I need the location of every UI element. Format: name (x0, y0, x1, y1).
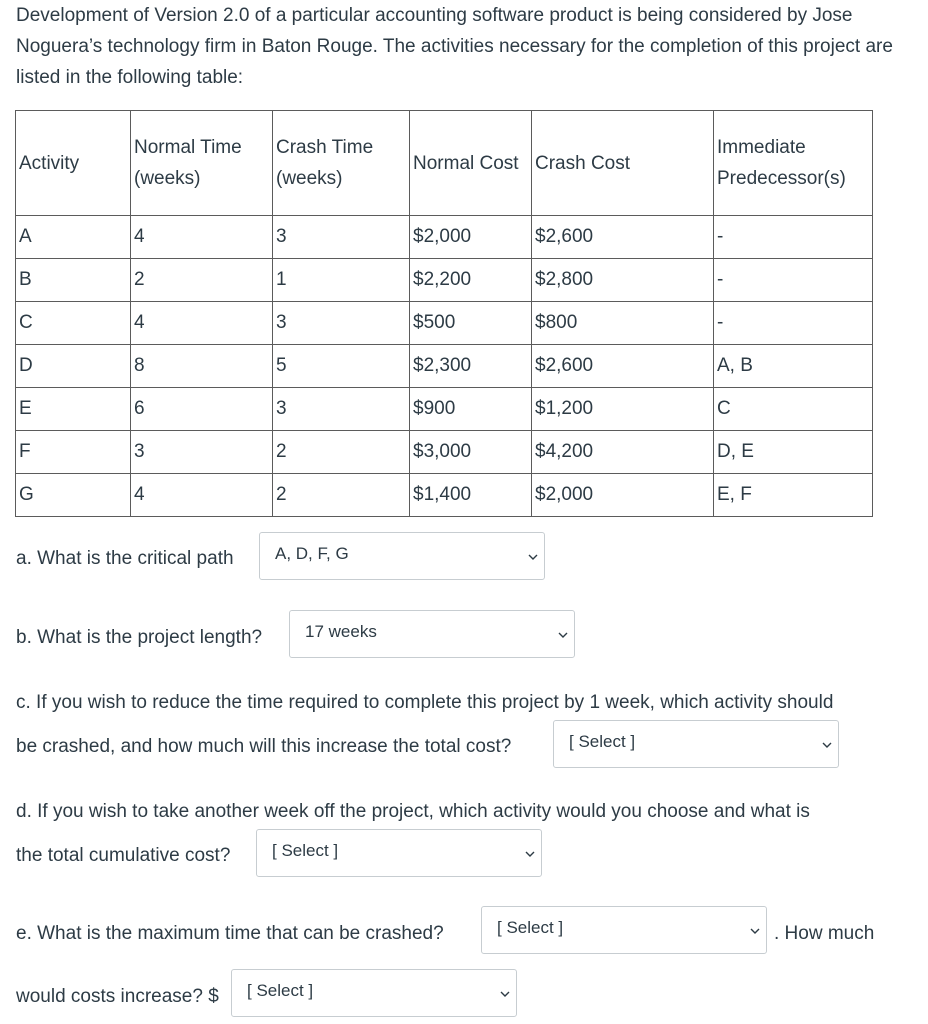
cell-crash-time: 2 (273, 431, 410, 474)
cell-normal-time: 4 (131, 474, 273, 517)
question-a-text: a. What is the critical path (16, 548, 234, 569)
cell-activity: E (16, 388, 131, 431)
table-row (16, 259, 873, 302)
question-e-text: e. What is the maximum time that can be crashed? (16, 923, 444, 944)
cell-normal-cost: $2,200 (410, 259, 532, 302)
cell-predecessors: - (714, 259, 873, 302)
cell-crash-cost: $1,200 (532, 388, 714, 431)
cell-normal-time: 3 (131, 431, 273, 474)
header-normal-time: Normal Time (weeks) (131, 111, 273, 216)
cell-normal-cost: $900 (410, 388, 532, 431)
header-predecessors: Immediate Predecessor(s) (714, 111, 873, 216)
header-crash-time: Crash Time (weeks) (273, 111, 410, 216)
cell-activity: A (16, 216, 131, 259)
cell-crash-cost: $4,200 (532, 431, 714, 474)
cell-crash-cost: $2,600 (532, 216, 714, 259)
table-row (16, 474, 873, 517)
header-normal-cost: Normal Cost (410, 111, 532, 216)
cell-normal-time: 4 (131, 216, 273, 259)
table-row (16, 216, 873, 259)
table-row (16, 302, 873, 345)
chevron-down-icon (500, 989, 510, 999)
max-crash-time-select[interactable] (481, 906, 767, 954)
cell-crash-cost: $2,600 (532, 345, 714, 388)
cell-predecessors: - (714, 216, 873, 259)
cell-normal-time: 8 (131, 345, 273, 388)
cell-crash-time: 3 (273, 216, 410, 259)
header-crash-cost: Crash Cost (532, 111, 714, 216)
selected-value: [ Select ] (569, 732, 636, 751)
question-d-text-line1: d. If you wish to take another week off the project, which activity would you choose and what is (16, 801, 810, 822)
crash-2-weeks-select[interactable] (256, 829, 542, 877)
crash-1-week-select[interactable] (553, 720, 839, 768)
cell-predecessors: D, E (714, 431, 873, 474)
cell-normal-cost: $1,400 (410, 474, 532, 517)
table-row (16, 431, 873, 474)
chevron-down-icon (558, 630, 568, 640)
cell-normal-cost: $2,000 (410, 216, 532, 259)
selected-value: [ Select ] (247, 981, 314, 1000)
cell-predecessors: A, B (714, 345, 873, 388)
cell-activity: G (16, 474, 131, 517)
cell-normal-cost: $2,300 (410, 345, 532, 388)
selected-value: [ Select ] (497, 918, 564, 937)
selected-value: A, D, F, G (275, 544, 349, 563)
table-row (16, 345, 873, 388)
header-activity: Activity (16, 111, 131, 216)
chevron-down-icon (528, 552, 538, 562)
cell-activity: D (16, 345, 131, 388)
selected-value: 17 weeks (305, 622, 377, 641)
question-b-text: b. What is the project length? (16, 627, 263, 648)
cell-activity: B (16, 259, 131, 302)
cell-normal-time: 4 (131, 302, 273, 345)
chevron-down-icon (822, 740, 832, 750)
table-row (16, 388, 873, 431)
cell-crash-cost: $2,000 (532, 474, 714, 517)
cell-predecessors: C (714, 388, 873, 431)
cell-crash-time: 2 (273, 474, 410, 517)
question-c-text-line2: be crashed, and how much will this increase the total cost? (16, 736, 512, 757)
project-length-select[interactable] (289, 610, 575, 658)
question-c-text-line1: c. If you wish to reduce the time required to complete this project by 1 week, which activity should (16, 692, 834, 713)
cell-activity: C (16, 302, 131, 345)
cell-crash-cost: $800 (532, 302, 714, 345)
chevron-down-icon (750, 926, 760, 936)
cell-crash-time: 1 (273, 259, 410, 302)
problem-intro: Development of Version 2.0 of a particular accounting software product is being considered by Jose Noguera’s technology firm in Baton Rouge. The activities necessary for the completion of this project are listed in the following table: (16, 5, 893, 88)
cell-crash-time: 3 (273, 302, 410, 345)
table-header-row (16, 111, 873, 216)
cell-crash-time: 5 (273, 345, 410, 388)
cell-normal-time: 2 (131, 259, 273, 302)
cell-normal-time: 6 (131, 388, 273, 431)
selected-value: [ Select ] (272, 841, 339, 860)
cell-crash-cost: $2,800 (532, 259, 714, 302)
question-d-text-line2: the total cumulative cost? (16, 845, 231, 866)
cell-predecessors: E, F (714, 474, 873, 517)
cell-crash-time: 3 (273, 388, 410, 431)
cost-increase-select[interactable] (231, 969, 517, 1017)
critical-path-select[interactable] (259, 532, 545, 580)
cell-activity: F (16, 431, 131, 474)
activity-table (15, 110, 873, 517)
cell-normal-cost: $3,000 (410, 431, 532, 474)
question-f-text: would costs increase? $ (16, 986, 219, 1007)
chevron-down-icon (525, 849, 535, 859)
question-e-after-text: . How much (774, 923, 875, 944)
cell-normal-cost: $500 (410, 302, 532, 345)
cell-predecessors: - (714, 302, 873, 345)
